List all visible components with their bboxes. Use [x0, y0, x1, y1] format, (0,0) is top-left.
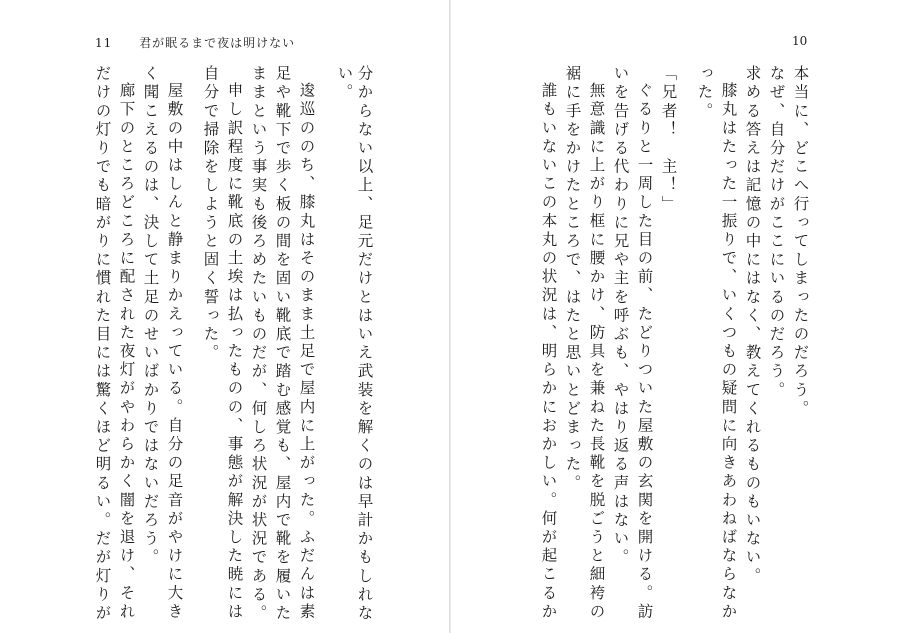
right-page [451, 0, 900, 633]
left-line-8: 屋敷の中はしんと静まりかえっている。自分の足音がやけに大き [165, 82, 184, 622]
right-line-11: 誰もいないこの本丸の状況は、明らかにおかしい。何が起こるか [539, 82, 558, 622]
left-line-9: く聞こえるのは、決して土足のせいばかりではないだろう。 [141, 65, 160, 568]
right-page-number: 10 [792, 34, 808, 48]
left-page [0, 0, 449, 633]
left-line-2: 分からない以上、足元だけとはいえ武装を解くのは早計かもしれな [355, 65, 374, 623]
left-line-10: 廊下のところどころに配された夜灯がやわらかく闇を退け、それ [117, 82, 136, 622]
right-line-5: った。 [695, 65, 714, 121]
left-line-4: 足や靴下で歩く板の間を固い靴底で踏む感覚も、屋内で靴を履いた [273, 65, 292, 623]
right-line-6: 「兄者！ 主！」 [659, 65, 678, 214]
running-title: 君が眠るまで夜は明けない [139, 36, 296, 50]
left-line-11: だけの灯りでも暗がりに慣れた目には驚くほど明るい。だが灯りが [93, 65, 112, 623]
right-line-9: 無意識に上がり框に腰かけ、防具を兼ねた長靴を脱ごうと細袴の [587, 82, 606, 622]
right-line-4: 膝丸はたった一振りで、いくつもの疑問に向きあわねばならなか [719, 82, 738, 622]
right-line-8: いを告げる代わりに兄や主を呼ぶも、やはり返る声はない。 [611, 65, 630, 568]
left-line-1: い。 [335, 65, 354, 103]
left-line-5: ままという事実も後ろめたいものだが、何しろ状況が状況である。 [249, 65, 268, 623]
right-line-7: ぐるりと一周した目の前、たどりついた屋敷の玄関を開ける。訪 [635, 82, 654, 622]
left-page-header [95, 34, 295, 51]
right-line-2: なぜ、自分だけがここにいるのだろう。 [767, 65, 786, 400]
left-line-7: 自分で掃除をしようと固く誓った。 [201, 65, 220, 363]
left-line-3: 逡巡ののち、膝丸はそのまま土足で屋内に上がった。ふだんは素 [297, 82, 316, 622]
left-page-number: 11 [95, 36, 113, 50]
right-line-1: 本当に、どこへ行ってしまったのだろう。 [791, 65, 810, 419]
right-line-10: 裾に手をかけたところで、はたと思いとどまった。 [563, 65, 582, 493]
right-line-3: 求める答えは記憶の中にはなく、教えてくれるものもいない。 [743, 65, 762, 586]
left-line-6: 申し訳程度に靴底の土埃は払ったものの、事態が解決した暁には [225, 82, 244, 622]
